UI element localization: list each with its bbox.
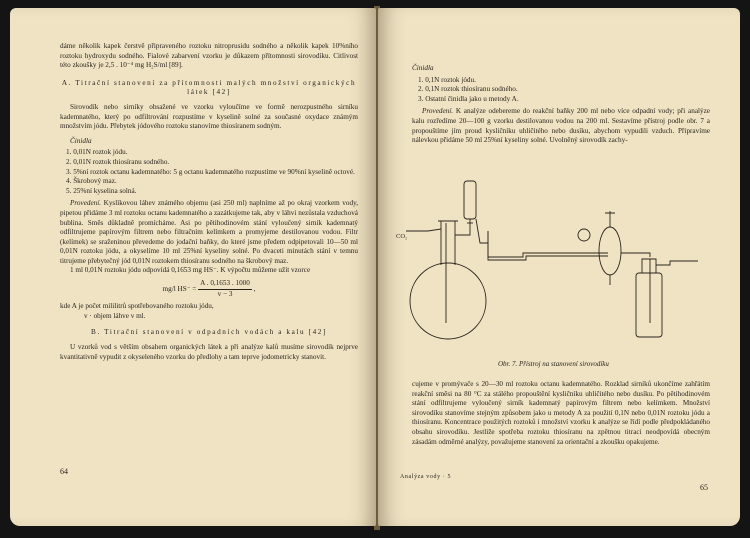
formula-fraction — [198, 279, 252, 299]
section-a-paragraph: Sirovodík nebo sirníky obsažené ve vzorku vyloučíme ve formě nerozpustného sirníku kademnatého, který po odfiltrování rozpustíme v kyselině solné za současné oxydace známým množstvím jódu. Přebytek jódového roztoku stanovíme thiosíranem sodným. — [60, 102, 358, 131]
left-page-body — [60, 42, 358, 362]
figure-caption: Obr. 7. Přístroj na stanovení sirovodíku — [498, 360, 609, 368]
procedure-label: Provedení. — [70, 199, 102, 208]
formula-numerator: A . 0,1653 . 1000 — [198, 279, 252, 290]
procedure-text-right: K analýze odebereme do reakční baňky 200 ml nebo více odpadní vody; při analýze kalu rozředíme 20—100 g vzorku destilovanou vodou na 200 ml. Sestavíme přístroj podle obr. 7 a propouštíme jím proud kysličníku uhličitého nebo dusíku, abychom vypudili vzduch. Připravíme nálevkou přidáme 50 ml 25%ní kyseliny solné. Uvolněný sirovodík zachy- — [412, 107, 710, 145]
section-b-paragraph: U vzorků vod s větším obsahem organických látek a při analýze kalů musíme sirovodík nejprve kvantitativně vypudit z okyseleného vzorku do předlohy a tam teprve jodometricky stanovit. — [60, 343, 358, 361]
section-a-title: A. Titrační stanovení za přítomnosti malých množství organických látek [42] — [61, 78, 357, 97]
page-number-right: 65 — [700, 483, 708, 492]
right-page-top — [412, 64, 710, 146]
formula-end: , — [253, 284, 256, 293]
reagent-item: 4. Škrobový maz. — [66, 177, 117, 186]
continuation-paragraph: cujeme v promývače s 20—30 ml roztoku octanu kademnatého. Rozklad sirníků ukončíme zahřátím reakční směsi na 80 °C za stálého propouštění kysličníku uhličitého nebo dusíku. Po pětihodinovém stání odfiltrujeme vyloučený sirník kademnatý papírovým filtrem nebo kelímkem. Množství sirovodíku stanovíme stejným způsobem jako u metody A za použití 0,1N nebo 0,01N roztoku jódu a thiosíranu. Koncentrace použitých roztoků i množství vzorku k analýze se řídí podle předpokládaného obsahu sirovodíku. Jestliže spotřeba roztoku thiosíranu na zpětnou titraci neodpovídá obecným zásadám odměrné analýzy, považujeme stanovení za orientační a zkoušku opakujeme. — [412, 380, 710, 446]
procedure-paragraph-right — [412, 107, 710, 145]
left-page — [10, 8, 376, 526]
page-number-left: 64 — [60, 467, 68, 476]
reagents-label-right: Činidla — [412, 64, 434, 72]
reagents-label: Činidla — [70, 136, 92, 145]
reagent-item: 5. 25%ní kyselina solná. — [66, 186, 137, 195]
reagent-item-right: 2. 0,1N roztok thiosíranu sodného. — [418, 85, 518, 94]
procedure-label-right: Provedení. — [422, 107, 454, 116]
equivalence-text: 1 ml 0,01N roztoku jódu odpovídá 0,1653 mg HS⁻. K výpočtu můžeme užít vzorce — [70, 266, 311, 275]
reagent-item-right: 3. Ostatní činidla jako u metody A. — [418, 94, 519, 103]
intro-paragraph: dáme několik kapek čerstvě připraveného roztoku nitroprusidu sodného a několik kapek 10%ního roztoku hydroxydu sodného. Fialové zabarvení vzorku je důkazem přítomnosti sirovodíku. Citlivost této zkoušky je 2,5 . 10⁻⁴ mg H₂S/ml [89]. — [60, 42, 358, 70]
formula-denominator: v − 3 — [217, 289, 233, 298]
reagent-item: 3. 5%ní roztok octanu kademnatého: 5 g octanu kademnatého rozpustíme ve 90%ní kyselině octové. — [66, 167, 355, 176]
procedure-paragraph — [60, 199, 358, 266]
reaction-flask — [406, 221, 486, 339]
formula — [60, 279, 358, 299]
formula-lhs: mg/l HS⁻ = — [162, 284, 197, 293]
procedure-text: Kyslíkovou láhev známého objemu (asi 250 ml) naplníme až po okraj vzorkem vody, pipetou přidáme 3 ml roztoku octanu kademnatého a zazátkujeme tak, aby v láhvi nezůstala vzduchová bublina. Směs důkladně promícháme. Asi po pětihodinovém stání vyloučený sirník kademnatý odfiltrujeme papírovým filtrem nebo filtračním kelímkem a promyjeme destilovanou vodou. Filtr (kelímek) se sraženinou převedeme do jodační baňky, do které jsme předem odpipetovali 10—50 ml 0,01N roztoku jódu, a okyselíme 10 ml 25%ní kyseliny solné. Po dvaceti minutách stání v temnu titrujeme přebytečný jód 0,01N roztokem thiosíranu sodného na škrobový maz. — [60, 199, 359, 265]
apparatus-figure — [398, 173, 710, 353]
reagent-item-right: 1. 0,1N roztok jódu. — [418, 75, 476, 84]
formula-legend-2: v · objem láhve v ml. — [84, 311, 146, 320]
dropping-funnel — [455, 181, 488, 243]
bulb-trap — [578, 211, 650, 285]
page-footer: Analýza vody · 5 — [400, 474, 452, 480]
co2-label: CO₂ — [396, 233, 408, 240]
right-page — [378, 8, 740, 526]
right-page-bottom — [412, 380, 710, 447]
wash-bottle — [636, 259, 698, 337]
reagent-item: 2. 0,01N roztok thiosíranu sodného. — [66, 157, 170, 166]
section-b-title: B. Titrační stanovení v odpadních vodách a kalu [42] — [91, 328, 327, 337]
formula-legend-1: kde A je počet mililitrů spotřebovaného roztoku jódu, — [60, 302, 214, 311]
reagent-item: 1. 0,01N roztok jódu. — [66, 148, 128, 157]
